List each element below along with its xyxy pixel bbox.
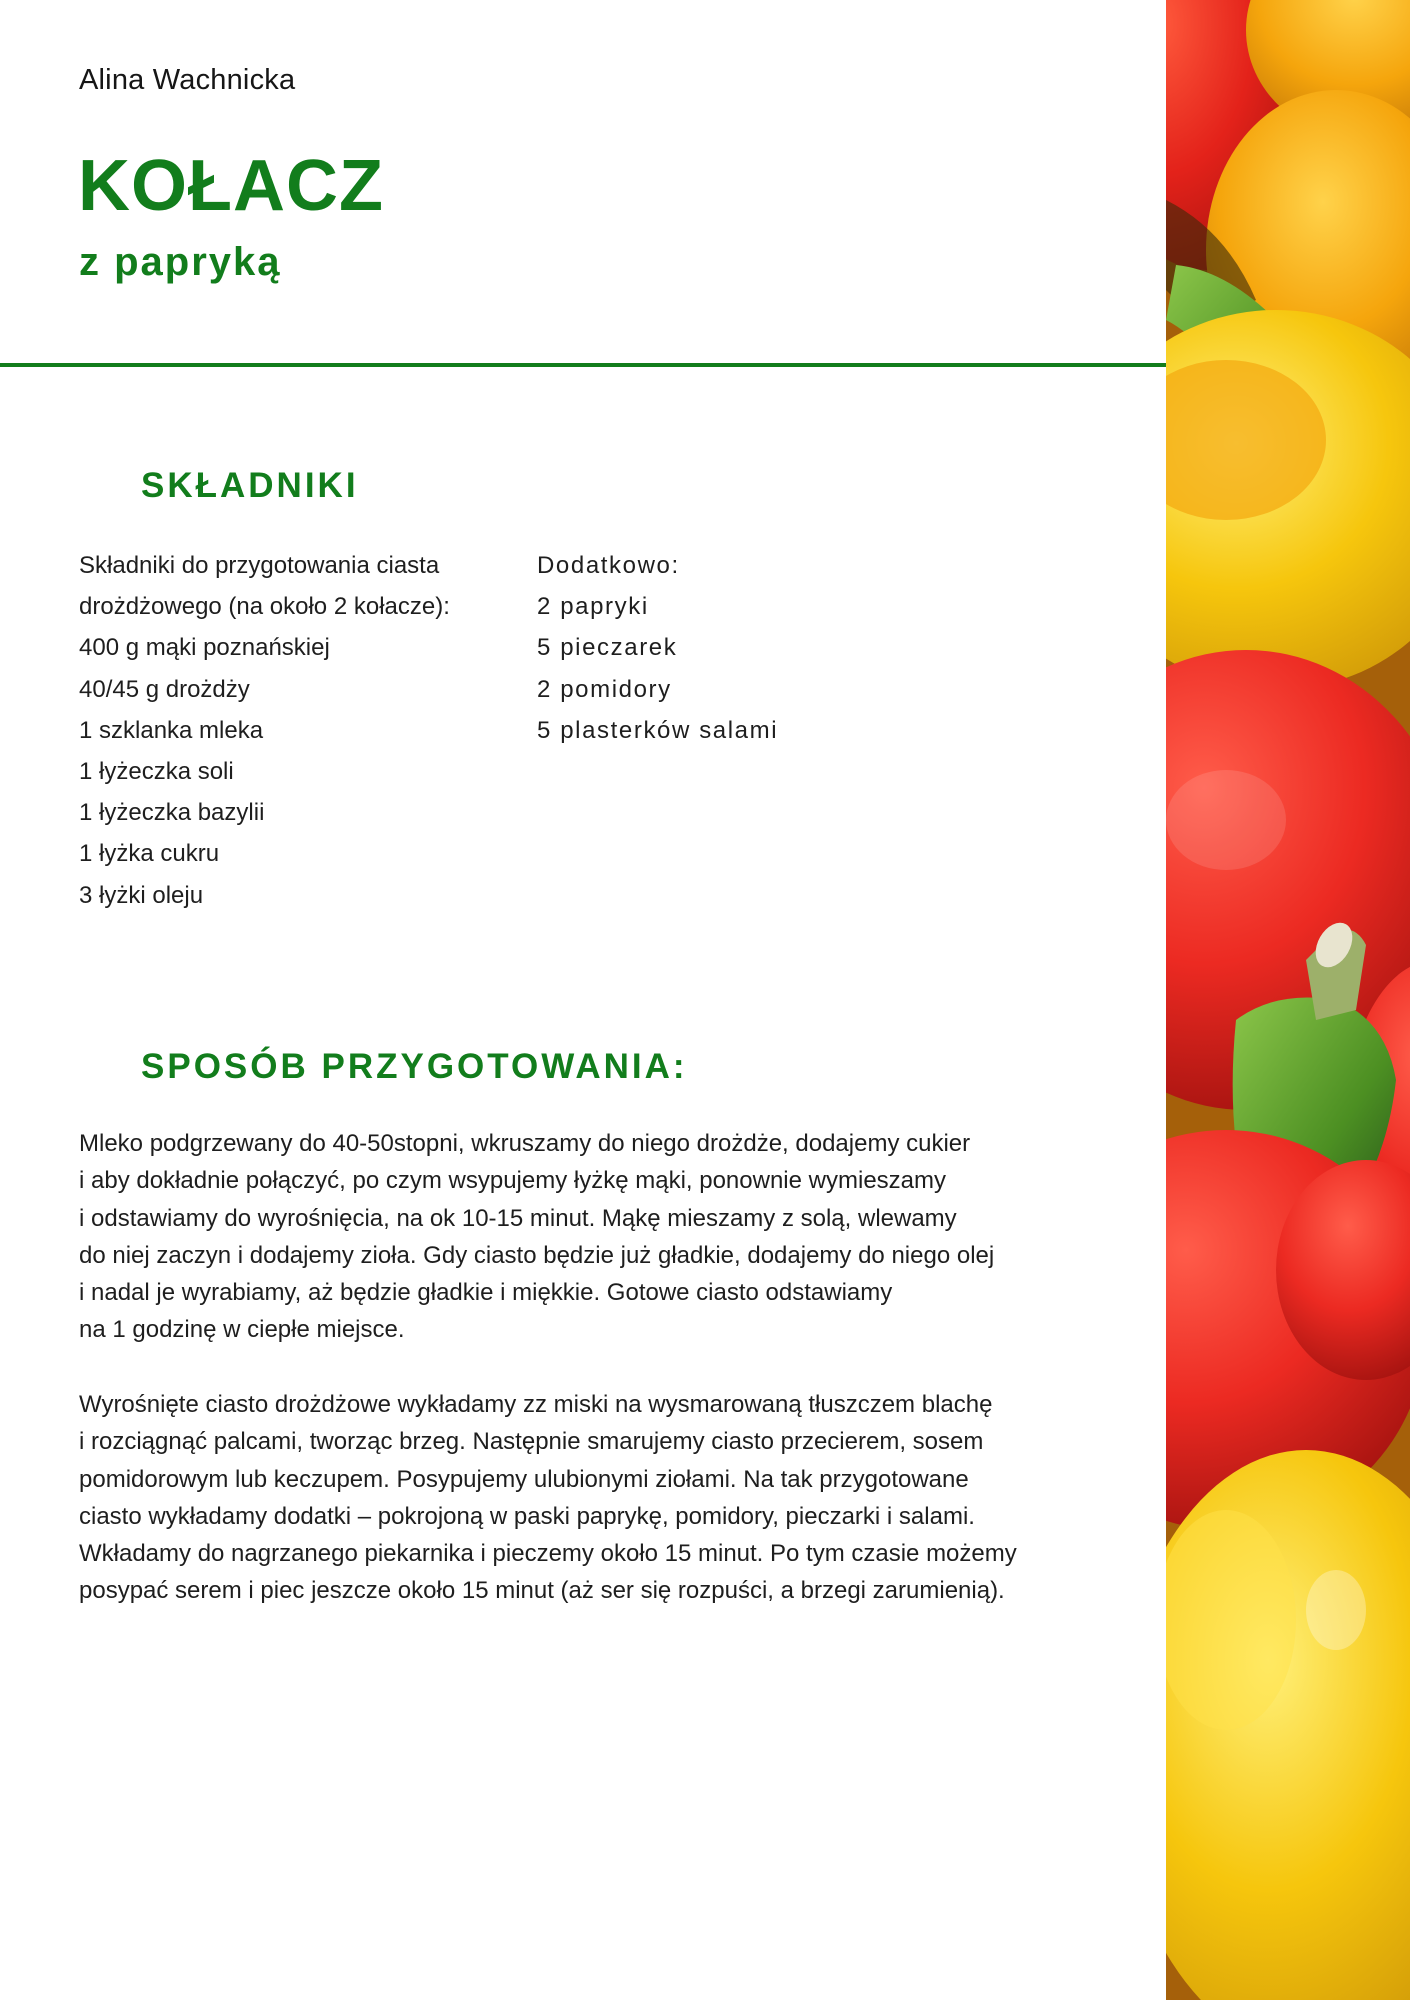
text-line: i nadal je wyrabiamy, aż będzie gładkie i miękkie. Gotowe ciasto odstawiamy [79,1279,893,1307]
text-line: Wyrośnięte ciasto drożdżowe wykładamy zz miski na wysmarowaną tłuszczem blachę [79,1391,993,1418]
ingredient-line: 2 papryki [537,593,649,621]
ingredient-line: 5 pieczarek [537,634,678,662]
author-name: Alina Wachnicka [79,64,296,96]
ingredient-line: 1 łyżka cukru [79,840,220,868]
text-line: i odstawiamy do wyrośnięcia, na ok 10-15 minut. Mąkę mieszamy z solą, wlewamy [79,1204,957,1232]
ingredient-line: drożdżowego (na około 2 kołacze): [79,593,450,621]
extra-ingredients-list [537,545,937,751]
ingredient-line: 1 łyżeczka soli [79,758,234,786]
preparation-heading: SPOSÓB PRZYGOTOWANIA: [141,1047,688,1086]
ingredient-line: 3 łyżki oleju [79,881,204,909]
recipe-subtitle: z papryką [79,240,282,284]
text-line: Mleko podgrzewany do 40-50stopni, wkruszamy do niego drożdże, dodajemy cukier [79,1130,971,1157]
ingredient-line: 1 szklanka mleka [79,716,264,744]
text-line: Wkładamy do nagrzanego piekarnika i pieczemy około 15 minut. Po tym czasie możemy [79,1540,1017,1568]
ingredient-line: 40/45 g drożdży [79,675,250,703]
peppers-photo [1166,0,1410,2000]
dough-ingredients-list [79,545,519,916]
ingredient-line: 2 pomidory [537,675,672,703]
peppers-illustration [1166,0,1410,2000]
ingredient-line: Składniki do przygotowania ciasta [79,552,440,579]
preparation-paragraph-1 [79,1125,1159,1349]
header-divider [0,363,1168,367]
ingredients-heading: SKŁADNIKI [141,466,359,505]
preparation-paragraph-2 [79,1386,1159,1610]
text-line: ciasto wykładamy dodatki – pokrojoną w paski paprykę, pomidory, pieczarki i salami. [79,1502,975,1530]
ingredient-line: 400 g mąki poznańskiej [79,634,330,662]
recipe-title: KOŁACZ [78,146,384,226]
text-line: i rozciągnąć palcami, tworząc brzeg. Następnie smarujemy ciasto przecierem, sosem [79,1428,984,1456]
text-line: na 1 godzinę w ciepłe miejsce. [79,1316,405,1344]
text-line: pomidorowym lub keczupem. Posypujemy ulubionymi ziołami. Na tak przygotowane [79,1465,969,1493]
text-line: do niej zaczyn i dodajemy zioła. Gdy ciasto będzie już gładkie, dodajemy do niego olej [79,1241,995,1269]
text-line: posypać serem i piec jeszcze około 15 minut (aż ser się rozpuści, a brzegi zarumienią). [79,1577,1005,1605]
ingredient-line: 5 plasterków salami [537,716,779,744]
ingredient-line: Dodatkowo: [537,552,680,579]
text-line: i aby dokładnie połączyć, po czym wsypujemy łyżkę mąki, ponownie wymieszamy [79,1167,946,1195]
ingredient-line: 1 łyżeczka bazylii [79,799,265,827]
